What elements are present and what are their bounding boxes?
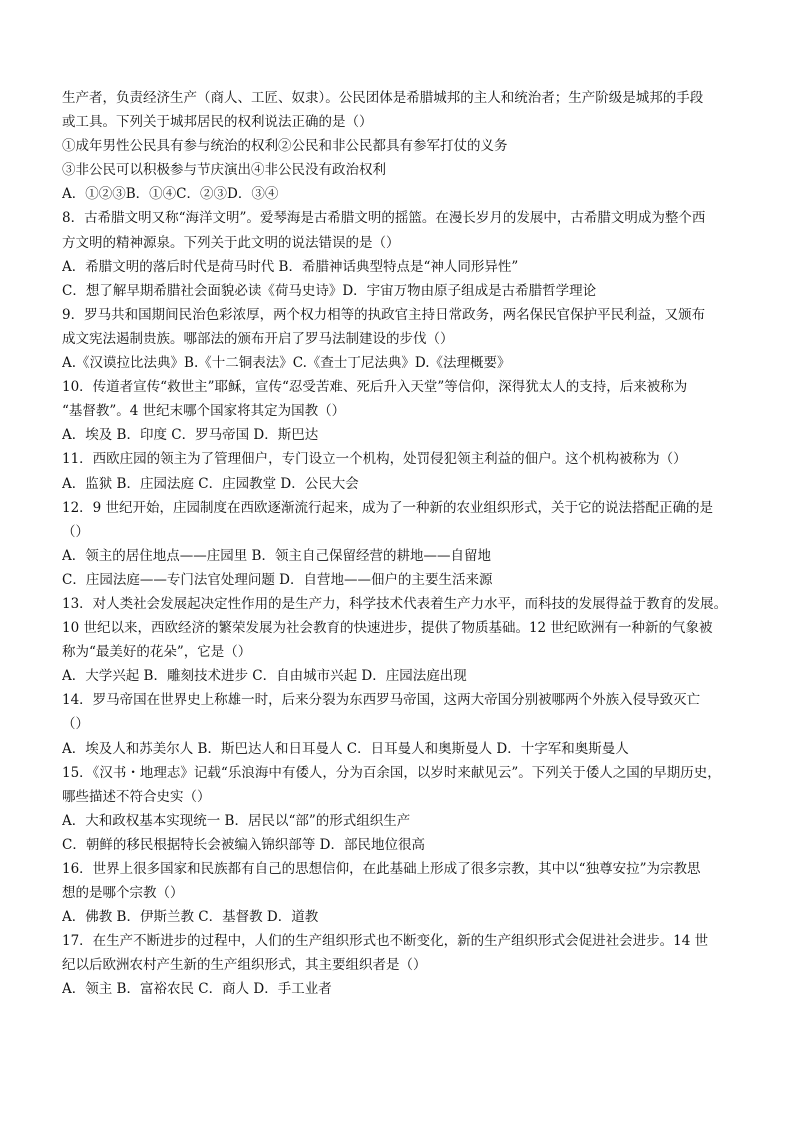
text-line: 想的是哪个宗教（）: [62, 885, 184, 902]
answer-choices: A．领主的居住地点——庄园里 B．领主自己保留经营的耕地——自留地: [62, 547, 491, 564]
question-11: 11．西欧庄园的领主为了管理佃户，专门设立一个机构，处罚侵犯领主利益的佃户。这个机构被称为（）: [62, 451, 687, 468]
answer-choices: A．佛教 B．伊斯兰教 C．基督教 D．道教: [62, 909, 319, 926]
answer-choices: C．想了解早期希腊社会面貌必读《荷马史诗》D．宇宙万物由原子组成是古希腊哲学理论: [62, 282, 597, 299]
text-line: 成文宪法遏制贵族。哪部法的颁布开启了罗马法制建设的步伐（）: [62, 330, 454, 347]
answer-choices: A．希腊文明的落后时代是荷马时代 B．希腊神话典型特点是“神人同形异性”: [62, 258, 519, 275]
answer-choices: A．埃及人和苏美尔人 B．斯巴达人和日耳曼人 C．日耳曼人和奥斯曼人 D．十字军和奥斯曼人: [62, 740, 629, 757]
answer-choices: A．①②③B．①④C．②③D．③④: [62, 186, 279, 203]
question-17: 17．在生产不断进步的过程中，人们的生产组织形式也不断变化，新的生产组织形式会促进社会进步。14 世: [62, 933, 709, 950]
answer-choices: A．大和政权基本实现统一 B．居民以“部”的形式组织生产: [62, 812, 411, 829]
answer-choices: C．朝鲜的移民根据特长会被编入锦织部等 D．部民地位很高: [62, 836, 425, 853]
question-14: 14．罗马帝国在世界史上称雄一时，后来分裂为东西罗马帝国，这两大帝国分别被哪两个外族入侵导致灭亡: [62, 692, 701, 709]
text-line: 10 世纪以来，西欧经济的繁荣发展为社会教育的快速进步，提供了物质基础。12 世纪欧洲有一种新的气象被: [62, 620, 713, 637]
text-line: （）: [62, 716, 89, 733]
text-line: 生产者，负责经济生产（商人、工匠、奴隶）。公民团体是希腊城邦的主人和统治者；生产阶级是城邦的手段: [62, 90, 704, 106]
answer-choices: A．领主 B．富裕农民 C．商人 D．手工业者: [62, 981, 332, 998]
answer-choices: A．埃及 B．印度 C．罗马帝国 D．斯巴达: [62, 427, 319, 444]
question-9: 9．罗马共和国期间民治色彩浓厚，两个权力相等的执政官主持日常政务，两名保民官保护平民利益，又颁布: [62, 306, 706, 323]
question-15: 15．《汉书・地理志》记载“乐浪海中有倭人，分为百余国，以岁时来献见云”。下列关于倭人之国的早期历史，: [62, 764, 721, 781]
text-line: 称为“最美好的花朵”，它是（）: [62, 644, 252, 661]
question-13: 13．对人类社会发展起决定性作用的是生产力，科学技术代表着生产力水平，而科技的发展得益于教育的发展。: [62, 595, 728, 612]
question-12: 12．9 世纪开始，庄园制度在西欧逐渐流行起来，成为了一种新的农业组织形式，关于它的说法搭配正确的是: [62, 499, 714, 516]
text-line: 哪些描述不符合史实（）: [62, 788, 211, 805]
text-line: （）: [62, 523, 89, 540]
question-10: 10．传道者宣传“救世主”耶稣，宣传“忍受苦难、死后升入天堂”等信仰，深得犹太人的支持，后来被称为: [62, 379, 688, 396]
text-line: 纪以后欧洲农村产生新的生产组织形式，其主要组织者是（）: [62, 957, 427, 974]
question-8: 8．古希腊文明又称“海洋文明”。爱琴海是古希腊文明的摇篮。在漫长岁月的发展中，古希腊文明成为整个西: [62, 210, 706, 227]
answer-choices: A．大学兴起 B．雕刻技术进步 C．自由城市兴起 D．庄园法庭出现: [62, 668, 467, 685]
option-line: ①成年男性公民具有参与统治的权利②公民和非公民都具有参军打仗的义务: [62, 138, 508, 155]
exam-text-body: [62, 86, 734, 1002]
option-line: ③非公民可以积极参与节庆演出④非公民没有政治权利: [62, 162, 386, 179]
question-16: 16．世界上很多国家和民族都有自己的思想信仰，在此基础上形成了很多宗教，其中以“独尊安拉”为宗教思: [62, 861, 701, 877]
answer-choices: A.《汉谟拉比法典》B.《十二铜表法》C.《查士丁尼法典》D.《法理概要》: [62, 355, 511, 372]
text-line: 或工具。下列关于城邦居民的权利说法正确的是（）: [62, 114, 373, 131]
answer-choices: C．庄园法庭——专门法官处理问题 D．自营地——佃户的主要生活来源: [62, 571, 493, 588]
text-line: “基督教”。4 世纪末哪个国家将其定为国教（）: [62, 403, 346, 420]
text-line: 方文明的精神源泉。下列关于此文明的说法错误的是（）: [62, 234, 400, 251]
answer-choices: A．监狱 B．庄园法庭 C．庄园教堂 D．公民大会: [62, 475, 359, 492]
